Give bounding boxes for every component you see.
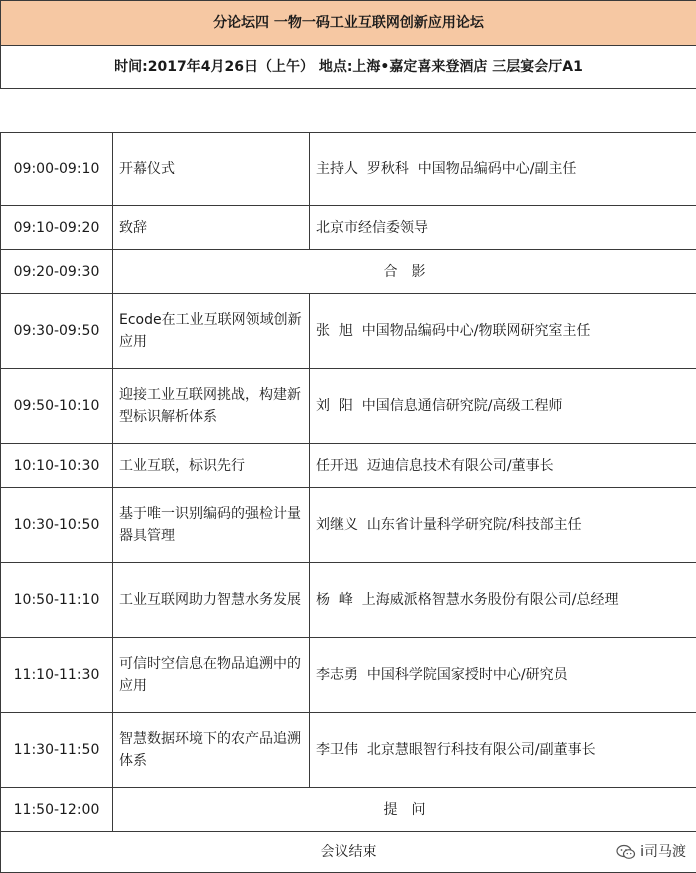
session-time: 11:50-12:00 xyxy=(1,788,113,832)
schedule-row xyxy=(1,563,696,638)
session-topic: 工业互联网助力智慧水务发展 xyxy=(113,563,310,638)
time-location-info: 时间:2017年4月26日（上午） 地点:上海•嘉定喜来登酒店 三层宴会厅A1 xyxy=(1,46,696,89)
session-time: 10:10-10:30 xyxy=(1,444,113,488)
session-activity xyxy=(113,788,696,832)
schedule-row xyxy=(1,133,696,206)
session-activity xyxy=(113,250,696,294)
wechat-watermark xyxy=(616,841,686,863)
session-topic: 迎接工业互联网挑战，构建新型标识解析体系 xyxy=(113,369,310,444)
session-time: 09:50-10:10 xyxy=(1,369,113,444)
session-topic: 工业互联，标识先行 xyxy=(113,444,310,488)
schedule-row xyxy=(1,250,696,294)
session-topic: 智慧数据环境下的农产品追溯体系 xyxy=(113,713,310,788)
session-time: 09:00-09:10 xyxy=(1,133,113,206)
session-speaker: 刘继义 山东省计量科学研究院/科技部主任 xyxy=(310,488,696,563)
session-topic: 开幕仪式 xyxy=(113,133,310,206)
session-activity-label: 提问 xyxy=(384,802,440,818)
session-time: 09:20-09:30 xyxy=(1,250,113,294)
info-row xyxy=(1,46,696,89)
forum-title: 分论坛四 一物一码工业互联网创新应用论坛 xyxy=(1,1,696,46)
session-time: 10:50-11:10 xyxy=(1,563,113,638)
session-time: 09:10-09:20 xyxy=(1,206,113,250)
session-speaker: 张 旭 中国物品编码中心/物联网研究室主任 xyxy=(310,294,696,369)
session-speaker: 刘 阳 中国信息通信研究院/高级工程师 xyxy=(310,369,696,444)
session-topic: 基于唯一识别编码的强检计量器具管理 xyxy=(113,488,310,563)
schedule-row xyxy=(1,294,696,369)
session-time: 10:30-10:50 xyxy=(1,488,113,563)
schedule-row xyxy=(1,638,696,713)
wechat-icon xyxy=(616,844,636,860)
session-time: 11:10-11:30 xyxy=(1,638,113,713)
session-speaker: 杨 峰 上海威派格智慧水务股份有限公司/总经理 xyxy=(310,563,696,638)
session-speaker: 主持人 罗秋科 中国物品编码中心/副主任 xyxy=(310,133,696,206)
session-time: 09:30-09:50 xyxy=(1,294,113,369)
session-speaker: 北京市经信委领导 xyxy=(310,206,696,250)
meeting-end-label: 会议结束 xyxy=(321,844,377,860)
schedule-row xyxy=(1,444,696,488)
spacer-row xyxy=(1,89,696,133)
schedule-row xyxy=(1,788,696,832)
session-speaker: 任开迅 迈迪信息技术有限公司/董事长 xyxy=(310,444,696,488)
session-topic: 可信时空信息在物品追溯中的应用 xyxy=(113,638,310,713)
schedule-row xyxy=(1,713,696,788)
schedule-row xyxy=(1,369,696,444)
session-speaker: 李志勇 中国科学院国家授时中心/研究员 xyxy=(310,638,696,713)
schedule-row xyxy=(1,206,696,250)
title-row xyxy=(1,1,696,46)
session-topic: 致辞 xyxy=(113,206,310,250)
session-activity-label: 合影 xyxy=(384,264,440,280)
spacer xyxy=(1,89,696,133)
session-time: 11:30-11:50 xyxy=(1,713,113,788)
schedule-row xyxy=(1,488,696,563)
session-speaker: 李卫伟 北京慧眼智行科技有限公司/副董事长 xyxy=(310,713,696,788)
session-topic: Ecode在工业互联网领域创新应用 xyxy=(113,294,310,369)
watermark-text: i司马渡 xyxy=(640,841,686,863)
